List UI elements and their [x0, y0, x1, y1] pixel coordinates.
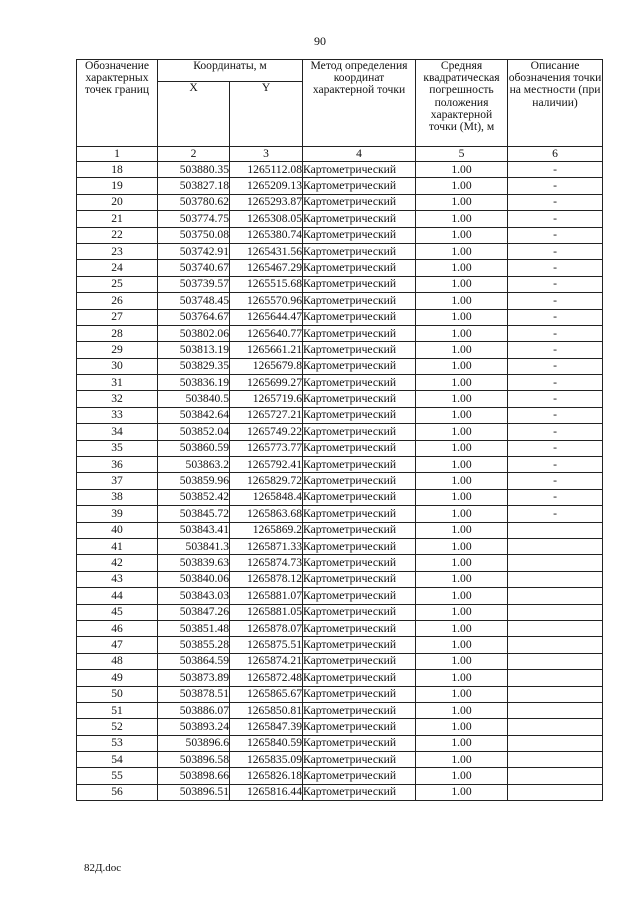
table-row — [77, 735, 603, 751]
coordinate-y: 1265848.4 — [230, 489, 303, 505]
method-cell: Картометрический — [303, 194, 416, 210]
column-number: 1 — [77, 147, 158, 162]
coordinate-y: 1265865.67 — [230, 686, 303, 702]
point-number: 33 — [77, 407, 158, 423]
method-cell: Картометрический — [303, 309, 416, 325]
accuracy-cell: 1.00 — [416, 424, 508, 440]
header-accuracy: Средняя квадратическая погрешность положения характерной точки (Mt), м — [416, 60, 508, 147]
table-row — [77, 375, 603, 391]
method-cell: Картометрический — [303, 653, 416, 669]
accuracy-cell: 1.00 — [416, 211, 508, 227]
description-cell: - — [508, 243, 603, 259]
point-number: 50 — [77, 686, 158, 702]
table-row — [77, 325, 603, 341]
coordinate-y: 1265727.21 — [230, 407, 303, 423]
table-row — [77, 457, 603, 473]
accuracy-cell: 1.00 — [416, 670, 508, 686]
coordinate-x: 503750.08 — [158, 227, 230, 243]
coordinate-x: 503742.91 — [158, 243, 230, 259]
point-number: 52 — [77, 719, 158, 735]
method-cell: Картометрический — [303, 407, 416, 423]
table-row — [77, 686, 603, 702]
description-cell — [508, 784, 603, 800]
description-cell — [508, 719, 603, 735]
table-row — [77, 571, 603, 587]
coordinate-x: 503739.57 — [158, 276, 230, 292]
table-row — [77, 407, 603, 423]
accuracy-cell: 1.00 — [416, 407, 508, 423]
coordinate-y: 1265826.18 — [230, 768, 303, 784]
table-row — [77, 276, 603, 292]
method-cell: Картометрический — [303, 670, 416, 686]
coordinates-table — [76, 59, 603, 801]
accuracy-cell: 1.00 — [416, 768, 508, 784]
coordinate-y: 1265679.8 — [230, 358, 303, 374]
method-cell: Картометрический — [303, 440, 416, 456]
table-row — [77, 162, 603, 178]
coordinate-y: 1265719.6 — [230, 391, 303, 407]
description-cell: - — [508, 440, 603, 456]
method-cell: Картометрический — [303, 571, 416, 587]
point-number: 47 — [77, 637, 158, 653]
table-row — [77, 555, 603, 571]
coordinate-y: 1265850.81 — [230, 702, 303, 718]
accuracy-cell: 1.00 — [416, 457, 508, 473]
point-number: 45 — [77, 604, 158, 620]
description-cell — [508, 571, 603, 587]
coordinate-x: 503827.18 — [158, 178, 230, 194]
header-x: X — [158, 82, 230, 147]
coordinate-x: 503842.64 — [158, 407, 230, 423]
coordinate-y: 1265699.27 — [230, 375, 303, 391]
point-number: 24 — [77, 260, 158, 276]
coordinate-x: 503845.72 — [158, 506, 230, 522]
accuracy-cell: 1.00 — [416, 620, 508, 636]
point-number: 36 — [77, 457, 158, 473]
accuracy-cell: 1.00 — [416, 506, 508, 522]
point-number: 39 — [77, 506, 158, 522]
point-number: 31 — [77, 375, 158, 391]
coordinate-y: 1265380.74 — [230, 227, 303, 243]
coordinate-y: 1265875.51 — [230, 637, 303, 653]
accuracy-cell: 1.00 — [416, 243, 508, 259]
accuracy-cell: 1.00 — [416, 653, 508, 669]
coordinate-y: 1265570.96 — [230, 293, 303, 309]
description-cell: - — [508, 375, 603, 391]
description-cell: - — [508, 358, 603, 374]
accuracy-cell: 1.00 — [416, 784, 508, 800]
point-number: 23 — [77, 243, 158, 259]
accuracy-cell: 1.00 — [416, 440, 508, 456]
method-cell: Картометрический — [303, 522, 416, 538]
table-row — [77, 637, 603, 653]
coordinate-y: 1265749.22 — [230, 424, 303, 440]
method-cell: Картометрический — [303, 620, 416, 636]
column-number: 3 — [230, 147, 303, 162]
coordinate-x: 503802.06 — [158, 325, 230, 341]
table-row — [77, 620, 603, 636]
point-number: 29 — [77, 342, 158, 358]
accuracy-cell: 1.00 — [416, 637, 508, 653]
method-cell: Картометрический — [303, 424, 416, 440]
coordinate-x: 503839.63 — [158, 555, 230, 571]
page-number: 90 — [314, 34, 326, 48]
point-number: 41 — [77, 538, 158, 554]
method-cell: Картометрический — [303, 342, 416, 358]
point-number: 35 — [77, 440, 158, 456]
table-row — [77, 243, 603, 259]
method-cell: Картометрический — [303, 735, 416, 751]
point-number: 44 — [77, 588, 158, 604]
coordinate-y: 1265816.44 — [230, 784, 303, 800]
coordinate-x: 503873.89 — [158, 670, 230, 686]
table-row — [77, 194, 603, 210]
header-coordinates: Координаты, м — [158, 60, 303, 82]
accuracy-cell: 1.00 — [416, 391, 508, 407]
point-number: 46 — [77, 620, 158, 636]
accuracy-cell: 1.00 — [416, 702, 508, 718]
coordinate-x: 503893.24 — [158, 719, 230, 735]
method-cell: Картометрический — [303, 375, 416, 391]
description-cell — [508, 538, 603, 554]
coordinate-x: 503852.04 — [158, 424, 230, 440]
coordinate-y: 1265874.21 — [230, 653, 303, 669]
accuracy-cell: 1.00 — [416, 555, 508, 571]
description-cell: - — [508, 194, 603, 210]
description-cell: - — [508, 309, 603, 325]
coordinate-y: 1265640.77 — [230, 325, 303, 341]
description-cell: - — [508, 325, 603, 341]
accuracy-cell: 1.00 — [416, 719, 508, 735]
method-cell: Картометрический — [303, 276, 416, 292]
table-row — [77, 719, 603, 735]
coordinate-x: 503843.41 — [158, 522, 230, 538]
coordinate-y: 1265881.05 — [230, 604, 303, 620]
coordinate-y: 1265829.72 — [230, 473, 303, 489]
accuracy-cell: 1.00 — [416, 194, 508, 210]
coordinate-y: 1265431.56 — [230, 243, 303, 259]
description-cell: - — [508, 457, 603, 473]
table-row — [77, 211, 603, 227]
coordinate-x: 503860.59 — [158, 440, 230, 456]
point-number: 48 — [77, 653, 158, 669]
column-number: 4 — [303, 147, 416, 162]
accuracy-cell: 1.00 — [416, 358, 508, 374]
coordinate-x: 503740.67 — [158, 260, 230, 276]
method-cell: Картометрический — [303, 227, 416, 243]
method-cell: Картометрический — [303, 473, 416, 489]
point-number: 27 — [77, 309, 158, 325]
description-cell: - — [508, 293, 603, 309]
accuracy-cell: 1.00 — [416, 342, 508, 358]
coordinate-y: 1265872.48 — [230, 670, 303, 686]
point-number: 49 — [77, 670, 158, 686]
coordinate-x: 503774.75 — [158, 211, 230, 227]
description-cell — [508, 588, 603, 604]
coordinate-x: 503836.19 — [158, 375, 230, 391]
method-cell: Картометрический — [303, 243, 416, 259]
accuracy-cell: 1.00 — [416, 276, 508, 292]
point-number: 42 — [77, 555, 158, 571]
accuracy-cell: 1.00 — [416, 178, 508, 194]
method-cell: Картометрический — [303, 391, 416, 407]
table-row — [77, 342, 603, 358]
accuracy-cell: 1.00 — [416, 293, 508, 309]
description-cell: - — [508, 489, 603, 505]
description-cell: - — [508, 162, 603, 178]
point-number: 34 — [77, 424, 158, 440]
coordinate-x: 503840.5 — [158, 391, 230, 407]
coordinate-y: 1265467.29 — [230, 260, 303, 276]
point-number: 30 — [77, 358, 158, 374]
point-number: 32 — [77, 391, 158, 407]
table-row — [77, 227, 603, 243]
point-number: 25 — [77, 276, 158, 292]
accuracy-cell: 1.00 — [416, 325, 508, 341]
point-number: 26 — [77, 293, 158, 309]
header-method: Метод определения координат характерной точки — [303, 60, 416, 147]
table-row — [77, 489, 603, 505]
coordinate-y: 1265869.2 — [230, 522, 303, 538]
method-cell: Картометрический — [303, 293, 416, 309]
accuracy-cell: 1.00 — [416, 489, 508, 505]
table-row — [77, 522, 603, 538]
header-description: Описание обозначения точки на местности (при наличии) — [508, 60, 603, 147]
method-cell: Картометрический — [303, 162, 416, 178]
point-number: 55 — [77, 768, 158, 784]
coordinate-y: 1265847.39 — [230, 719, 303, 735]
description-cell — [508, 768, 603, 784]
accuracy-cell: 1.00 — [416, 752, 508, 768]
accuracy-cell: 1.00 — [416, 375, 508, 391]
table-row — [77, 604, 603, 620]
method-cell: Картометрический — [303, 489, 416, 505]
coordinate-x: 503896.51 — [158, 784, 230, 800]
method-cell: Картометрический — [303, 260, 416, 276]
coordinate-y: 1265209.13 — [230, 178, 303, 194]
point-number: 54 — [77, 752, 158, 768]
accuracy-cell: 1.00 — [416, 604, 508, 620]
point-number: 38 — [77, 489, 158, 505]
coordinate-y: 1265773.77 — [230, 440, 303, 456]
accuracy-cell: 1.00 — [416, 735, 508, 751]
table-row — [77, 752, 603, 768]
method-cell: Картометрический — [303, 588, 416, 604]
table-row — [77, 784, 603, 800]
accuracy-cell: 1.00 — [416, 588, 508, 604]
accuracy-cell: 1.00 — [416, 473, 508, 489]
coordinate-x: 503855.28 — [158, 637, 230, 653]
point-number: 22 — [77, 227, 158, 243]
coordinate-x: 503896.58 — [158, 752, 230, 768]
method-cell: Картометрический — [303, 604, 416, 620]
coordinate-x: 503896.6 — [158, 735, 230, 751]
coordinate-y: 1265792.41 — [230, 457, 303, 473]
coordinate-x: 503859.96 — [158, 473, 230, 489]
point-number: 18 — [77, 162, 158, 178]
accuracy-cell: 1.00 — [416, 686, 508, 702]
description-cell: - — [508, 473, 603, 489]
method-cell: Картометрический — [303, 211, 416, 227]
table-row — [77, 391, 603, 407]
coordinate-y: 1265644.47 — [230, 309, 303, 325]
description-cell — [508, 604, 603, 620]
description-cell — [508, 686, 603, 702]
point-number: 37 — [77, 473, 158, 489]
method-cell: Картометрический — [303, 784, 416, 800]
method-cell: Картометрический — [303, 637, 416, 653]
coordinate-x: 503864.59 — [158, 653, 230, 669]
coordinate-y: 1265878.12 — [230, 571, 303, 587]
header-designation: Обозначение характерных точек границ — [77, 60, 158, 147]
method-cell: Картометрический — [303, 538, 416, 554]
point-number: 19 — [77, 178, 158, 194]
description-cell: - — [508, 211, 603, 227]
coordinate-y: 1265112.08 — [230, 162, 303, 178]
accuracy-cell: 1.00 — [416, 260, 508, 276]
coordinate-y: 1265874.73 — [230, 555, 303, 571]
table-row — [77, 260, 603, 276]
coordinate-y: 1265881.07 — [230, 588, 303, 604]
accuracy-cell: 1.00 — [416, 162, 508, 178]
description-cell: - — [508, 506, 603, 522]
coordinate-x: 503748.45 — [158, 293, 230, 309]
point-number: 21 — [77, 211, 158, 227]
description-cell: - — [508, 276, 603, 292]
method-cell: Картометрический — [303, 506, 416, 522]
accuracy-cell: 1.00 — [416, 571, 508, 587]
coordinate-x: 503852.42 — [158, 489, 230, 505]
coordinate-y: 1265835.09 — [230, 752, 303, 768]
method-cell: Картометрический — [303, 686, 416, 702]
point-number: 43 — [77, 571, 158, 587]
accuracy-cell: 1.00 — [416, 522, 508, 538]
description-cell: - — [508, 227, 603, 243]
coordinate-x: 503843.03 — [158, 588, 230, 604]
point-number: 20 — [77, 194, 158, 210]
coordinate-x: 503764.67 — [158, 309, 230, 325]
coordinate-y: 1265661.21 — [230, 342, 303, 358]
description-cell — [508, 702, 603, 718]
accuracy-cell: 1.00 — [416, 309, 508, 325]
coordinate-y: 1265871.33 — [230, 538, 303, 554]
coordinate-y: 1265293.87 — [230, 194, 303, 210]
table-row — [77, 670, 603, 686]
coordinate-x: 503841.3 — [158, 538, 230, 554]
coordinate-x: 503813.19 — [158, 342, 230, 358]
table-body — [77, 162, 603, 801]
coordinate-x: 503863.2 — [158, 457, 230, 473]
description-cell: - — [508, 391, 603, 407]
description-cell — [508, 670, 603, 686]
method-cell: Картометрический — [303, 768, 416, 784]
table-row — [77, 309, 603, 325]
description-cell — [508, 752, 603, 768]
method-cell: Картометрический — [303, 358, 416, 374]
table-row — [77, 702, 603, 718]
description-cell — [508, 653, 603, 669]
table-row — [77, 293, 603, 309]
point-number: 40 — [77, 522, 158, 538]
coordinate-y: 1265515.68 — [230, 276, 303, 292]
coordinate-y: 1265840.59 — [230, 735, 303, 751]
table-row — [77, 588, 603, 604]
point-number: 28 — [77, 325, 158, 341]
description-cell: - — [508, 407, 603, 423]
method-cell: Картометрический — [303, 325, 416, 341]
accuracy-cell: 1.00 — [416, 538, 508, 554]
footer-filename: 82Д.doc — [84, 862, 122, 874]
column-number: 6 — [508, 147, 603, 162]
description-cell — [508, 637, 603, 653]
method-cell: Картометрический — [303, 178, 416, 194]
description-cell: - — [508, 178, 603, 194]
coordinate-x: 503829.35 — [158, 358, 230, 374]
coordinate-y: 1265863.68 — [230, 506, 303, 522]
column-number: 5 — [416, 147, 508, 162]
point-number: 51 — [77, 702, 158, 718]
table-row — [77, 178, 603, 194]
table-row — [77, 538, 603, 554]
table-row — [77, 358, 603, 374]
header-y: Y — [230, 82, 303, 147]
coordinate-x: 503847.26 — [158, 604, 230, 620]
coordinate-x: 503886.07 — [158, 702, 230, 718]
table-row — [77, 653, 603, 669]
table-row — [77, 424, 603, 440]
description-cell: - — [508, 342, 603, 358]
description-cell — [508, 555, 603, 571]
column-numbers-row — [77, 147, 603, 162]
column-number: 2 — [158, 147, 230, 162]
coordinate-x: 503880.35 — [158, 162, 230, 178]
description-cell: - — [508, 260, 603, 276]
description-cell — [508, 620, 603, 636]
point-number: 53 — [77, 735, 158, 751]
coordinate-y: 1265308.05 — [230, 211, 303, 227]
table-row — [77, 473, 603, 489]
description-cell — [508, 735, 603, 751]
coordinate-x: 503780.62 — [158, 194, 230, 210]
description-cell: - — [508, 424, 603, 440]
table-row — [77, 768, 603, 784]
coordinate-x: 503840.06 — [158, 571, 230, 587]
coordinate-y: 1265878.07 — [230, 620, 303, 636]
method-cell: Картометрический — [303, 457, 416, 473]
point-number: 56 — [77, 784, 158, 800]
table-row — [77, 440, 603, 456]
coordinate-x: 503851.48 — [158, 620, 230, 636]
accuracy-cell: 1.00 — [416, 227, 508, 243]
method-cell: Картометрический — [303, 702, 416, 718]
method-cell: Картометрический — [303, 752, 416, 768]
description-cell — [508, 522, 603, 538]
table-row — [77, 506, 603, 522]
method-cell: Картометрический — [303, 555, 416, 571]
coordinate-x: 503898.66 — [158, 768, 230, 784]
coordinate-x: 503878.51 — [158, 686, 230, 702]
method-cell: Картометрический — [303, 719, 416, 735]
